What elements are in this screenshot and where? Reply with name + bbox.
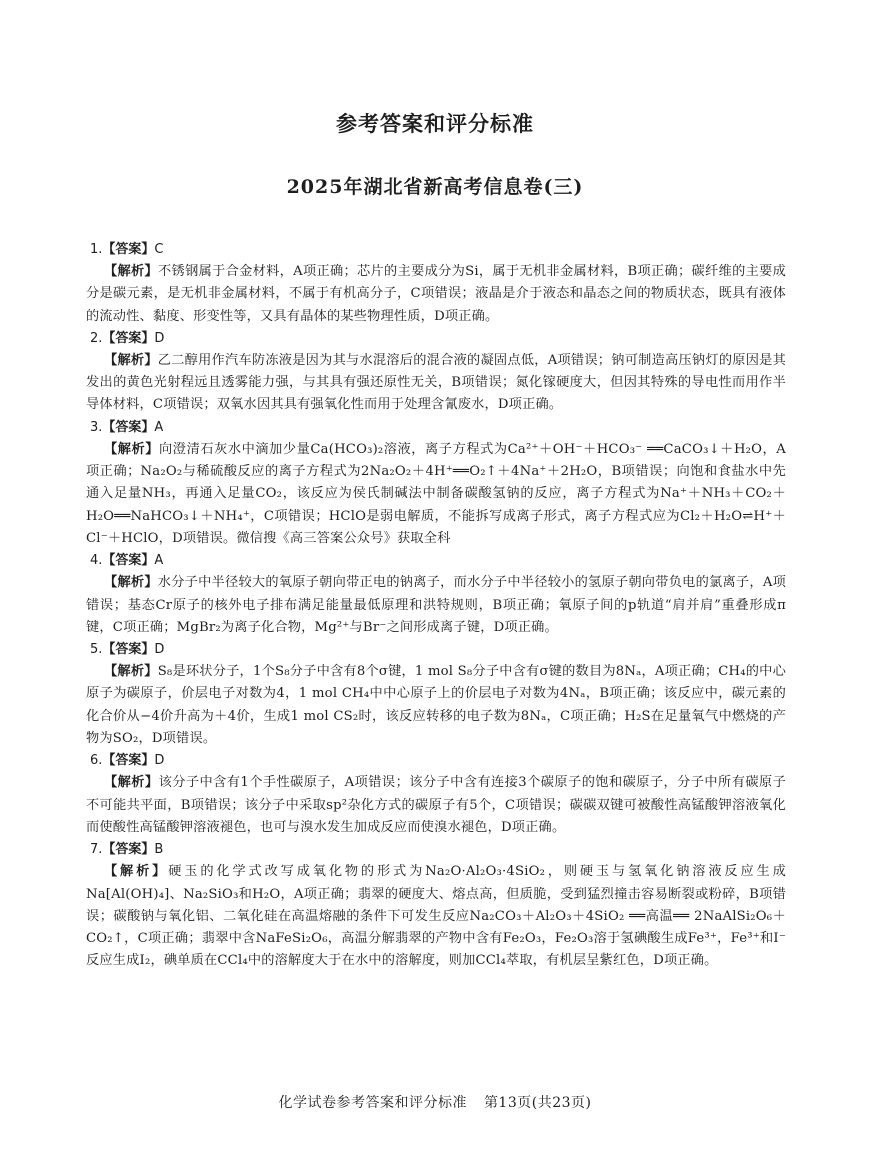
answer-value: B xyxy=(154,842,164,858)
answer-tag: 【答案】 xyxy=(102,842,155,858)
analysis-paragraph xyxy=(86,661,786,750)
analysis-tag: 【解析】 xyxy=(104,575,158,591)
answer-line xyxy=(86,639,786,661)
answer-tag: 【答案】 xyxy=(102,642,155,658)
analysis-text: 向澄清石灰水中滴加少量Ca(HCO₃)₂溶液，离子方程式为Ca²⁺＋OH⁻＋HCO₃⁻ ══CaCO₃↓＋H₂O，A项正确；Na₂O₂与稀硫酸反应的离子方程式为2Na₂O₂＋4H⁺══O₂↑＋4Na⁺＋2H₂O，B项错误；向饱和食盐水中先通入足量NH₃，再通入足量CO₂，该反应为侯氏制碱法中制备碳酸氢钠的反应，离子方程式为Na⁺＋NH₃＋CO₂＋H₂O══NaHCO₃↓＋NH₄⁺，C项错误；HClO是弱电解质，不能拆写成离子形式，离子方程式应为Cl₂＋H₂O⇌H⁺＋Cl⁻＋HClO，D项错误。微信搜《高三答案公众号》获取全科 xyxy=(86,441,786,546)
answer-value: A xyxy=(154,419,164,435)
analysis-tag: 【解析】 xyxy=(104,775,159,791)
question-number: 6. xyxy=(90,753,103,769)
answer-value: C xyxy=(154,242,164,257)
answer-tag: 【答案】 xyxy=(102,419,155,435)
answer-value: D xyxy=(154,330,165,346)
answer-item xyxy=(86,639,786,750)
question-number: 4. xyxy=(90,553,103,569)
answer-tag: 【答案】 xyxy=(102,753,155,769)
answer-item xyxy=(86,328,786,417)
analysis-text: S₈是环状分子，1个S₈分子中含有8个σ键，1 mol S₈分子中含有σ键的数目为8Nₐ，A项正确；CH₄的中心原子为碳原子，价层电子对数为4，1 mol CH₄中中心原子上的价层电子对数为4Nₐ，B项正确；该反应中，碳元素的化合价从−4价升高为＋4价，生成1 mol CS₂时，该反应转移的电子数为8Nₐ，C项正确；H₂S在足量氧气中燃烧的产物为SO₂，D项错误。 xyxy=(86,664,786,747)
question-number: 3. xyxy=(90,419,103,435)
analysis-tag: 【解析】 xyxy=(104,441,160,457)
answer-line xyxy=(86,239,786,261)
answer-tag: 【答案】 xyxy=(102,242,155,257)
analysis-tag: 【解析】 xyxy=(104,264,159,279)
analysis-text: 乙二醇用作汽车防冻液是因为其与水混溶后的混合液的凝固点低，A项错误；钠可制造高压钠灯的原因是其发出的黄色光射程远且透雾能力强，与其具有强还原性无关，B项错误；氮化镓硬度大，但因其特殊的导电性而用作半导体材料，C项错误；双氧水因其具有强氧化性而用于处理含氰废水，D项正确。 xyxy=(86,352,786,413)
footer-label: 化学试卷参考答案和评分标准 xyxy=(278,1095,467,1111)
analysis-paragraph xyxy=(86,350,786,417)
analysis-paragraph xyxy=(86,261,786,328)
exam-subtitle: 2025年湖北省新高考信息卷(三) xyxy=(286,176,584,198)
answer-line xyxy=(86,328,786,350)
page-title: 参考答案和评分标准 xyxy=(336,112,534,136)
analysis-tag: 【解析】 xyxy=(104,664,158,680)
analysis-tag: 【解析】 xyxy=(104,864,169,880)
answer-line xyxy=(86,550,786,572)
answer-item xyxy=(86,239,786,328)
answer-tag: 【答案】 xyxy=(102,330,155,346)
question-number: 2. xyxy=(90,330,103,346)
question-number: 7. xyxy=(90,842,103,858)
question-number: 5. xyxy=(90,642,103,658)
analysis-paragraph xyxy=(86,861,786,972)
question-number: 1. xyxy=(90,242,103,257)
answer-value: D xyxy=(154,642,165,658)
analysis-paragraph xyxy=(86,772,786,839)
page-footer xyxy=(0,1092,870,1112)
answer-value: D xyxy=(154,753,165,769)
answer-item xyxy=(86,750,786,839)
analysis-text: 水分子中半径较大的氧原子朝向带正电的钠离子，而水分子中半径较小的氢原子朝向带负电的氯离子，A项错误；基态Cr原子的核外电子排布满足能量最低原理和洪特规则，B项正确；氧原子间的p轨道“肩并肩”重叠形成π键，C项正确；MgBr₂为离子化合物，Mg²⁺与Br⁻之间形成离子键，D项正确。 xyxy=(86,575,786,635)
analysis-text: 不锈钢属于合金材料，A项正确；芯片的主要成分为Si，属于无机非金属材料，B项正确；碳纤维的主要成分是碳元素，是无机非金属材料，不属于有机高分子，C项错误；液晶是介于液态和晶态之间的物质状态，既具有液体的流动性、黏度、形变性等，又具有晶体的某些物理性质，D项正确。 xyxy=(86,264,786,324)
answer-list xyxy=(86,239,786,973)
answer-line xyxy=(86,839,786,861)
answer-value: A xyxy=(154,553,164,569)
footer-page-number: 第13页(共23页) xyxy=(483,1095,592,1111)
answer-item xyxy=(86,550,786,639)
analysis-paragraph xyxy=(86,439,786,550)
analysis-text: 硬玉的化学式改写成氧化物的形式为Na₂O·Al₂O₃·4SiO₂，则硬玉与氢氧化钠溶液反应生成Na[Al(OH)₄]、Na₂SiO₃和H₂O，A项正确；翡翠的硬度大、熔点高，但质脆，受到猛烈撞击容易断裂或粉碎，B项错误；碳酸钠与氧化铝、二氧化硅在高温熔融的条件下可发生反应Na₂CO₃＋Al₂O₃＋4SiO₂ ══高温══ 2NaAlSi₂O₆＋CO₂↑，C项正确；翡翠中含NaFeSi₂O₆，高温分解翡翠的产物中含有Fe₂O₃，Fe₂O₃溶于氢碘酸生成Fe³⁺，Fe³⁺和I⁻反应生成I₂，碘单质在CCl₄中的溶解度大于在水中的溶解度，则加CCl₄萃取，有机层呈紫红色，D项正确。 xyxy=(86,864,786,969)
answer-item xyxy=(86,839,786,972)
answer-line xyxy=(86,417,786,439)
answer-line xyxy=(86,750,786,772)
answer-item xyxy=(86,417,786,550)
answer-tag: 【答案】 xyxy=(102,553,155,569)
analysis-paragraph xyxy=(86,572,786,639)
analysis-text: 该分子中含有1个手性碳原子，A项错误；该分子中含有连接3个碳原子的饱和碳原子，分子中所有碳原子不可能共平面，B项错误；该分子中采取sp²杂化方式的碳原子有5个，C项错误；碳碳双键可被酸性高锰酸钾溶液氧化而使酸性高锰酸钾溶液褪色，也可与溴水发生加成反应而使溴水褪色，D项正确。 xyxy=(86,775,786,835)
analysis-tag: 【解析】 xyxy=(104,352,158,368)
